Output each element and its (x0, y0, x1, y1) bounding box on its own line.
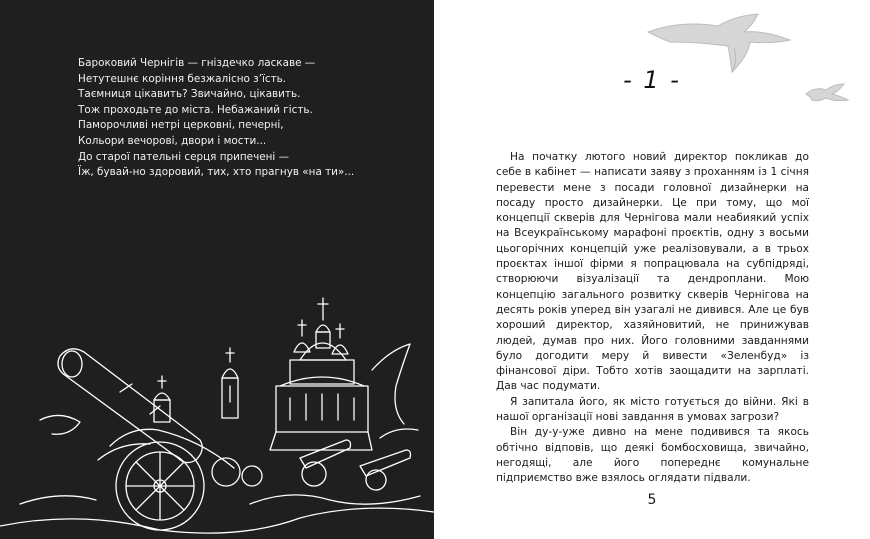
poem-line: Їж, бувай-но здоровий, тих, хто прагнув «на ти»... (78, 166, 355, 179)
poem-line: Бароковий Чернігів — гніздечко ласкаве — (78, 57, 316, 69)
poem-line: Кольори вечорові, двори і мости... (78, 134, 267, 147)
poem-line: До старої пательні серця припечені — (78, 150, 289, 163)
right-page (434, 0, 870, 539)
chapter-text (496, 150, 809, 487)
poem-line: Паморочливі нетрі церковні, печерні, (78, 119, 284, 132)
page-number: 5 (647, 492, 657, 508)
paragraph: На початку лютого новий директор покликав до себе в кабінет — написати заяву з проханням із 1 січня перевести мене з посади головної дизайнерки на посаду просто дизайнерки. Це при тому, що мої концепції скверів для Чернігова мали неабиякий успіх на Всеукраїнському марафоні проєктів, одну з восьми цьогорічних концепцій уже реалізовували, а в трьох проєктах іншої фірми я попрацювала на субпідряді, створюючи візуалізації та дендроплани. Мою концепцію загального розвитку скверів Чернігова на десять років уперед він узагалі не дивився. Але це був хороший директор, хазяйновитий, не принижував людей, думав про них. Його головними завданнями було догодити меру й вивести «Зеленбуд» із фінансової діри. Тобто хотів заощадити на зарплаті. Дав час подумати. (496, 151, 809, 393)
poem (78, 56, 408, 181)
poem-line: Нетутешнє коріння безжалісно з’їсть. (78, 72, 287, 85)
paragraph: Він ду-у-уже дивно на мене подивився та якось обтічно відповів, що деякі бомбосховища, звичайно, негодящі, але його попереднє комунальне підприємство вже взялось оглядати підвали. (496, 426, 809, 485)
chapter-marker: - 1 - (623, 66, 681, 94)
poem-line: Тож проходьте до міста. Небажаний гість. (78, 103, 313, 116)
poem-line: Таємниця цікавить? Звичайно, цікавить. (78, 88, 301, 101)
flying-birds-sketch-icon (640, 12, 860, 112)
paragraph: Я запитала його, як місто готується до війни. Які в нашої організації нові завдання в умовах загрози? (496, 395, 809, 424)
left-page (0, 0, 434, 539)
cannon-and-church-sketch-icon (0, 290, 434, 539)
